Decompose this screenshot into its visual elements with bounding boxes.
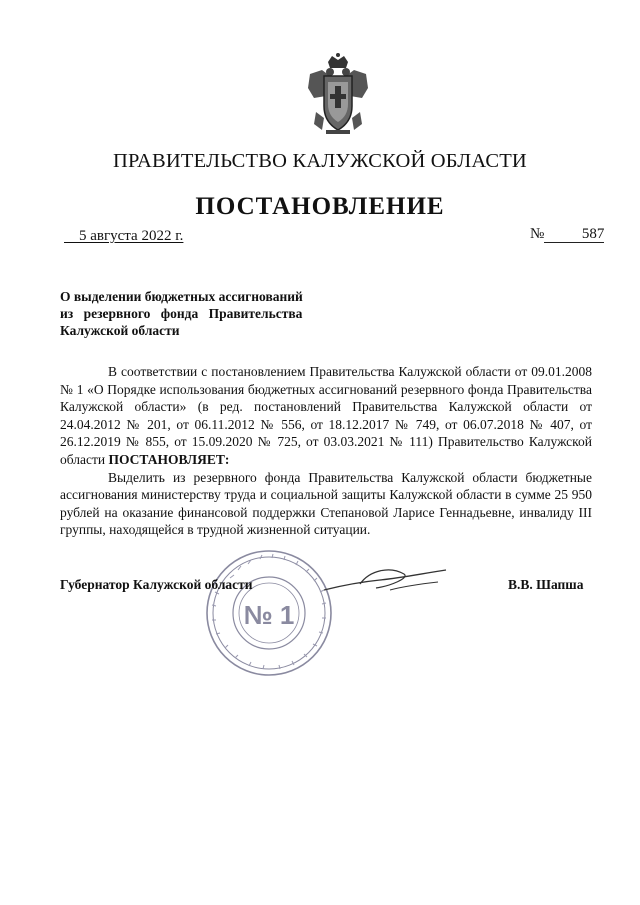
document-date: 5 августа 2022 г.	[64, 228, 184, 244]
handwritten-signature-icon	[320, 560, 450, 600]
signatory-position: Губернатор Калужской области	[60, 577, 253, 592]
document-number	[530, 226, 604, 243]
document-type-title: ПОСТАНОВЛЕНИЕ	[195, 193, 445, 220]
signatory-name: В.В. Шапша	[508, 577, 584, 592]
number-label: №	[530, 226, 545, 242]
paragraph-1-text: В соответствии с постановлением Правительства Калужской области от 09.01.2008 № 1 «О Порядке использования бюджетных ассигнований резервного фонда Правительства Калужской области» (в ред. постановлений Правительства Калужской области от 24.04.2012 № 201, от 06.11.2012 № 556, от 18.12.2017 № 749, от 06.07.2018 № 407, от 26.12.2019 № 855, от 15.09.2020 № 725, от 03.03.2021 № 111) Правительство Калужской области	[60, 364, 592, 467]
subject-line-2: из резервного фонда Правительства	[60, 306, 303, 321]
official-seal-icon	[204, 548, 334, 678]
resolution-keyword: ПОСТАНОВЛЯЕТ:	[108, 451, 230, 467]
document-body	[60, 363, 592, 539]
number-value: 587	[544, 227, 604, 243]
coat-of-arms-icon	[304, 52, 372, 136]
body-paragraph-2: Выделить из резервного фонда Правительства Калужской области бюджетные ассигнования министерству труда и социальной защиты Калужской области в сумме 25 950 рублей на оказание финансовой поддержки Степановой Ларисе Геннадьевне, инвалиду III группы, находящейся в трудной жизненной ситуации.	[60, 469, 592, 538]
body-paragraph-1	[60, 363, 592, 469]
subject-line-1: О выделении бюджетных ассигнований	[60, 289, 303, 304]
seal-number: № 1	[243, 600, 295, 630]
organization-title: ПРАВИТЕЛЬСТВО КАЛУЖСКОЙ ОБЛАСТИ	[113, 150, 527, 172]
document-subject	[60, 288, 320, 339]
subject-line-3: Калужской области	[60, 323, 180, 338]
